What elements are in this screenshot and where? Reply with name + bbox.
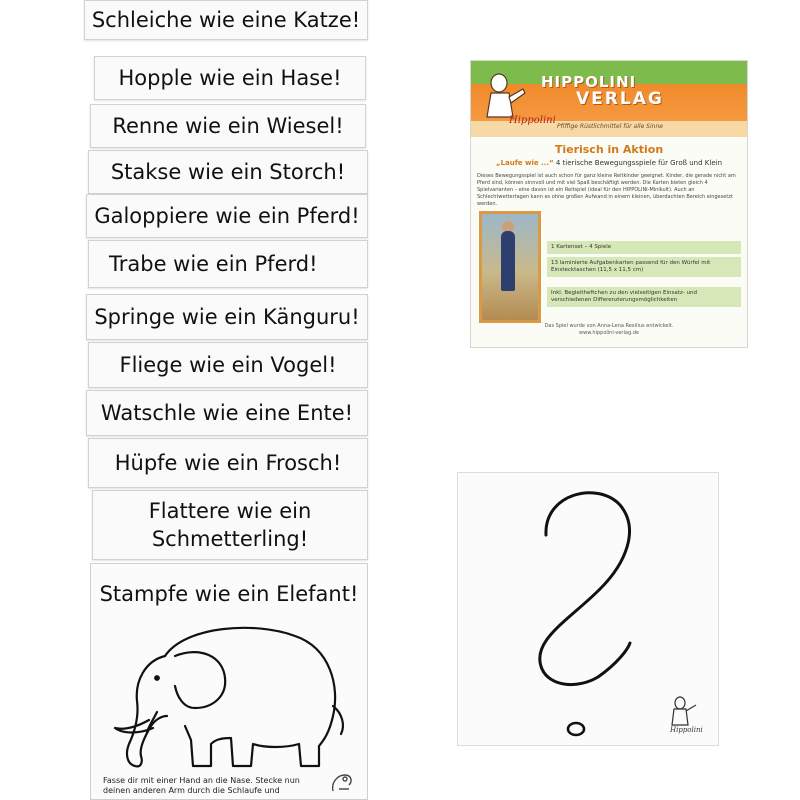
question-card (457, 472, 719, 746)
card-label: Flattere wie ein (148, 498, 312, 523)
elephant-illustration (105, 616, 355, 776)
credit-url: www.hippolini-verlag.de (579, 330, 639, 336)
subtitle-highlight: „Laufe wie ...“ (495, 159, 554, 167)
product-title: Tierisch in Aktion (554, 143, 664, 156)
card-label: Renne wie ein Wiesel! (112, 113, 344, 138)
card-label: Hopple wie ein Hase! (118, 65, 342, 90)
animal-card-stack (84, 0, 374, 800)
hippolini-logo-icon (327, 769, 357, 795)
hippolini-mascot-icon (479, 69, 556, 126)
elephant-card (90, 563, 368, 800)
game-box-cover (470, 60, 748, 348)
child-photo (479, 211, 541, 323)
animal-card (86, 194, 368, 238)
card-label: Galoppiere wie ein Pferd! (94, 203, 360, 228)
feature-item: 13 laminierte Aufgabenkarten passend für den Würfel mit Einstecktaschen (11,5 x 11,5 cm) (547, 257, 741, 277)
card-label: Stakse wie ein Storch! (110, 159, 346, 184)
animal-card (88, 342, 368, 388)
elephant-card-title: Stampfe wie ein Elefant! (99, 582, 359, 606)
animal-card (88, 240, 368, 288)
svg-text:Hippolini: Hippolini (509, 115, 556, 126)
card-label: Schleiche wie eine Katze! (91, 7, 361, 32)
elephant-card-instructions: Fasse dir mit einer Hand an die Nase. Stecke nun deinen anderen Arm durch die Schlaufe und (103, 776, 300, 795)
svg-text:Hippolini: Hippolini (670, 726, 703, 734)
card-label: Hüpfe wie ein Frosch! (114, 450, 342, 475)
feature-item: 1 Kartenset – 4 Spiele (547, 241, 741, 254)
subtitle-text: 4 tierische Bewegungsspiele für Groß und Klein (553, 159, 723, 167)
animal-card (94, 56, 366, 100)
animal-card (86, 294, 368, 340)
animal-card (88, 438, 368, 488)
brand-tagline: Pfiffige Rüstlichmittel für alle Sinne (557, 123, 663, 130)
card-label: Trabe wie ein Pferd! (109, 251, 318, 276)
animal-card (90, 104, 366, 148)
product-description: Dieses Bewegungsspiel ist auch schon für ganz kleine Reitkinder geeignet. Kinder, die gerade nicht am Pferd sind, können sinnvoll und mit viel Spaß beschäftigt werden. Die Karten bieten gleich 4 Spielvarianten – eine davon ist ein Reitspiel (ideal für den HIPPOLINI-Minikult). Auch an Schlechtwettertagen kann es ohne großen Aufwand in einem kleinen, überdachten Bereich eingesetzt werden. (477, 173, 736, 207)
animal-card (86, 390, 368, 436)
box-credit (471, 323, 747, 337)
credit-author: Das Spiel wurde von Anna-Lena Rexilius entwickelt. (544, 323, 674, 329)
hippolini-logo-icon (666, 693, 703, 734)
card-label: Springe wie ein Känguru! (94, 304, 360, 329)
animal-card (88, 150, 368, 194)
product-subtitle (479, 159, 739, 167)
feature-item: Inkl. Begleitheftchen zu den vielseitigen Einsatz- und verschiedenen Differenzierungsmöglichkeiten (547, 287, 741, 307)
animal-card (84, 0, 368, 40)
animal-card (92, 490, 368, 560)
brand-subname: VERLAG (576, 89, 664, 109)
brand-name: HIPPOLINI (541, 73, 637, 91)
card-label: Fliege wie ein Vogel! (119, 352, 337, 377)
card-label: Watschle wie eine Ente! (100, 400, 354, 425)
card-label: Schmetterling! (151, 527, 309, 551)
